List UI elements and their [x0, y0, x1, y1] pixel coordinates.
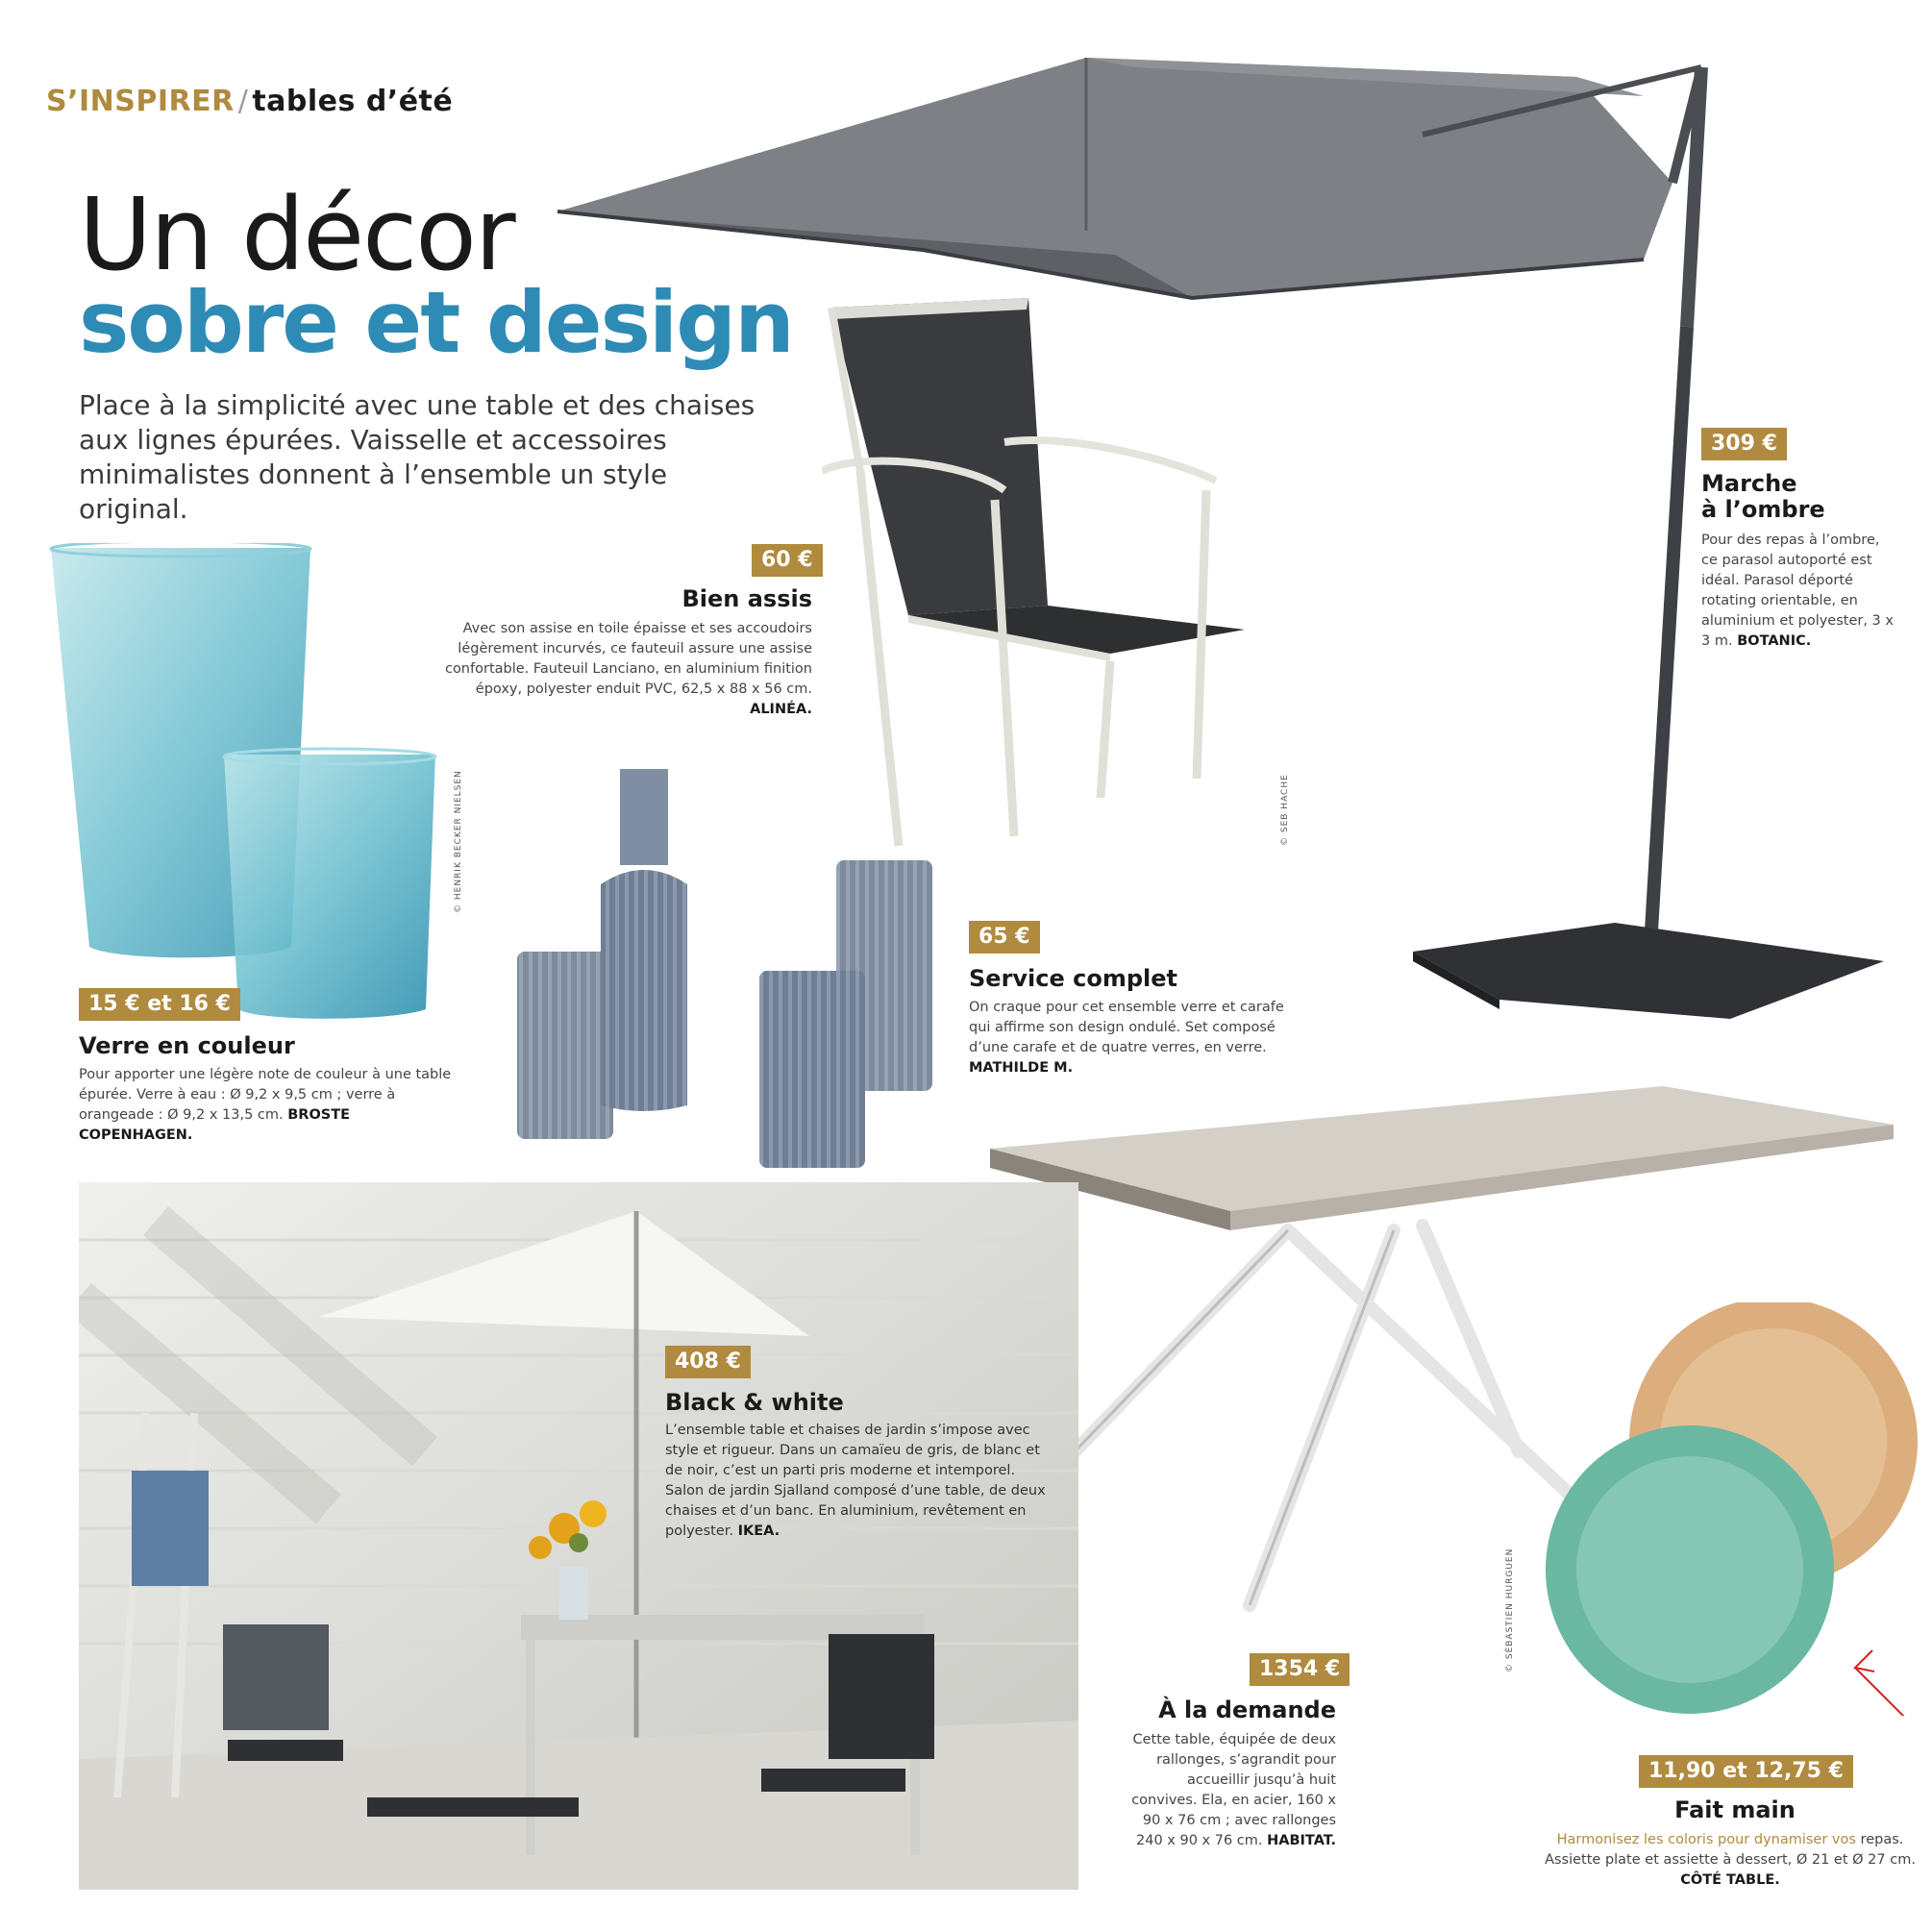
breadcrumb-section: S’INSPIRER	[46, 85, 235, 118]
service-title: Service complet	[969, 965, 1178, 992]
parasol-title-line-1: Marche	[1701, 470, 1797, 497]
photo-credit-glasses: © HENRIK BECKER NIELSEN	[454, 770, 463, 913]
chair-price-tag: 60 €	[752, 544, 823, 577]
table-description-text: Cette table, équipée de deux rallonges, s’agrandit pour accueillir jusqu’à huit convives. Ela, en acier, 160 x 90 x 76 cm ; avec rallonges 240 x 90 x 76 cm.	[1131, 1732, 1336, 1848]
glasses-description-text: Pour apporter une légère note de couleur à une table épurée. Verre à eau : Ø 9,2 x 9,5 cm ; verre à orangeade : Ø 9,2 x 13,5 cm.	[79, 1067, 452, 1123]
service-description	[969, 998, 1286, 1078]
breadcrumb-separator: /	[237, 85, 249, 118]
service-price-tag: 65 €	[969, 921, 1040, 954]
glasses-price-tag: 15 € et 16 €	[79, 988, 240, 1021]
plates-description	[1538, 1830, 1922, 1891]
plates-price-tag: 11,90 et 12,75 €	[1639, 1755, 1853, 1788]
glasses-brand: BROSTE COPENHAGEN.	[79, 1107, 351, 1143]
parasol-brand: BOTANIC.	[1737, 633, 1812, 649]
service-description-text: On craque pour cet ensemble verre et carafe qui affirme son design ondulé. Set composé d’une carafe et de quatre verres, en verre.	[969, 1000, 1284, 1055]
set-description	[665, 1421, 1050, 1542]
blue-glasses-image	[46, 543, 450, 1024]
photo-credit-chair: © SEB HACHE	[1280, 774, 1290, 846]
parasol-title	[1701, 471, 1913, 523]
plates-highlight-text: Harmonisez les coloris pour dynamiser vos	[1556, 1832, 1856, 1847]
table-price-tag: 1354 €	[1250, 1653, 1350, 1686]
chair-brand: ALINÉA.	[750, 702, 812, 717]
set-title: Black & white	[665, 1389, 844, 1416]
plates-title: Fait main	[1674, 1796, 1796, 1823]
glasses-description	[79, 1065, 454, 1146]
set-brand: IKEA.	[737, 1523, 780, 1539]
headline-line-1: Un décor	[79, 176, 514, 293]
glass-carafe-set-image	[509, 769, 961, 1173]
chair-title: Bien assis	[681, 585, 812, 612]
headline-line-2: sobre et design	[79, 273, 793, 372]
glasses-title: Verre en couleur	[79, 1032, 295, 1059]
table-title: À la demande	[1158, 1697, 1336, 1723]
table-brand: HABITAT.	[1267, 1833, 1336, 1848]
intro-paragraph: Place à la simplicité avec une table et des chaises aux lignes épurées. Vaisselle et accessoires minimalistes donnent à l’ensemble un style original.	[79, 389, 755, 525]
parasol-title-line-2: à l’ombre	[1701, 496, 1825, 523]
parasol-description	[1701, 531, 1894, 652]
plates-brand: CÔTÉ TABLE.	[1680, 1872, 1780, 1888]
breadcrumb	[46, 85, 453, 118]
table-description	[1125, 1730, 1336, 1851]
set-price-tag: 408 €	[665, 1346, 751, 1378]
chair-description	[433, 619, 812, 720]
parasol-price-tag: 309 €	[1701, 428, 1787, 460]
breadcrumb-topic: tables d’été	[252, 85, 454, 118]
set-description-text: L’ensemble table et chaises de jardin s’impose avec style et rigueur. Dans un camaïeu de gris, de blanc et de noir, c’est un parti pris moderne et intemporel. Salon de jardin Sjalland composé d’une table, de deux chaises et d’un banc. En aluminium, revêtement en polyester.	[665, 1423, 1046, 1539]
plates-image	[1519, 1302, 1922, 1716]
service-brand: MATHILDE M.	[969, 1060, 1074, 1076]
photo-credit-table: © SÉBASTIEN HURGUEN	[1505, 1548, 1515, 1672]
chair-description-text: Avec son assise en toile épaisse et ses accoudoirs légèrement incurvés, ce fauteuil assure une assise confortable. Fauteuil Lanciano, en aluminium finition époxy, polyester enduit PVC, 62,5 x 88 x 56 cm.	[444, 621, 812, 697]
plates-description-text: repas. Assiette plate et assiette à dessert, Ø 21 et Ø 27 cm.	[1545, 1832, 1916, 1868]
parasol-description-text: Pour des repas à l’ombre, ce parasol autoporté est idéal. Parasol déporté rotating orientable, en aluminium et polyester, 3 x 3 m.	[1701, 533, 1894, 649]
